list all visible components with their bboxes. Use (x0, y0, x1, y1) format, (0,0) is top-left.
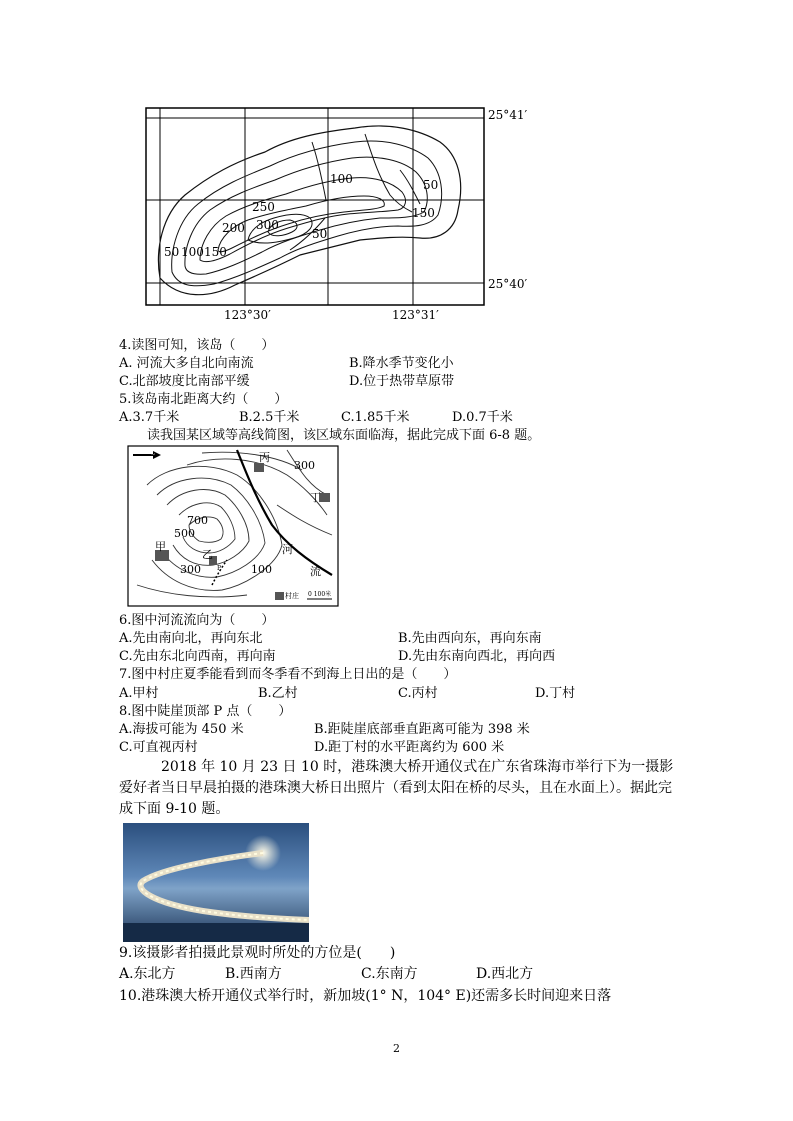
contour-label-150-right: 150 (412, 206, 435, 220)
question-8-option-b: B.距陡崖底部垂直距离可能为 398 米 (314, 722, 530, 737)
contour-label-50-mid: 50 (312, 227, 328, 241)
instruction-6-8: 读我国某区域等高线简图，该区域东面临海，据此完成下面 6-8 题。 (147, 428, 541, 443)
latitude-label-top: 25°41′ (488, 108, 528, 122)
question-4-option-d: D.位于热带草原带 (349, 374, 455, 389)
contour-label-200: 200 (222, 221, 245, 235)
question-4-option-a: A. 河流大多自北向南流 (119, 356, 254, 371)
contour-label-700: 700 (187, 514, 208, 527)
contour-label-500: 500 (174, 527, 195, 540)
question-9-stem: 9.该摄影者拍摄此景观时所处的方位是( ) (119, 945, 396, 961)
question-8-stem: 8.图中陡崖顶部 P 点（ ） (119, 704, 292, 719)
contour-label-50-left: 50 (164, 245, 180, 259)
north-label: 北 (149, 449, 156, 456)
latitude-label-bottom: 25°40′ (488, 277, 528, 291)
question-6-stem: 6.图中河流流向为（ ） (119, 613, 275, 628)
contour-label-100: 100 (251, 563, 272, 576)
question-5-stem: 5.该岛南北距离大约（ ） (119, 392, 288, 407)
question-9-option-a: A.东北方 (119, 966, 176, 982)
village-jia-label: 甲 (155, 540, 166, 553)
question-6-option-a: A.先由南向北，再向东北 (119, 631, 263, 646)
legend-village-label: 村庄 (285, 592, 299, 600)
question-7-option-a: A.甲村 (119, 686, 159, 701)
question-7-option-c: C.丙村 (398, 686, 438, 701)
question-9-option-c: C.东南方 (361, 966, 418, 982)
contour-label-300-bottom: 300 (180, 563, 201, 576)
river-label-liu: 流 (310, 565, 321, 578)
question-5-option-c: C.1.85千米 (341, 410, 410, 425)
question-7-stem: 7.图中村庄夏季能看到而冬季看不到海上日出的是（ ） (119, 667, 457, 682)
question-4-option-b: B.降水季节变化小 (349, 356, 454, 371)
question-9-option-d: D.西北方 (476, 966, 534, 982)
region-contour-map (127, 445, 339, 607)
bridge-sunrise-photo (123, 823, 309, 942)
question-6-option-b: B.先由西向东，再向东南 (398, 631, 542, 646)
village-bing-label: 丙 (259, 451, 270, 464)
contour-label-300: 300 (256, 218, 279, 232)
river-label-he: 河 (282, 543, 293, 556)
question-5-option-a: A.3.7千米 (119, 410, 180, 425)
contour-label-150-left: 150 (204, 245, 227, 259)
question-8-option-c: C.可直视丙村 (119, 740, 198, 755)
question-9-option-b: B.西南方 (225, 966, 282, 982)
question-8-option-a: A.海拔可能为 450 米 (119, 722, 244, 737)
point-p-label: P (217, 565, 222, 572)
question-6-option-c: C.先由东北向西南，再向南 (119, 649, 276, 664)
contour-label-100-left: 100 (181, 245, 204, 259)
village-yi-label: 乙 (202, 548, 213, 561)
question-5-option-d: D.0.7千米 (452, 410, 513, 425)
question-7-option-b: B.乙村 (258, 686, 298, 701)
village-ding-label: 丁 (310, 491, 321, 504)
contour-label-50-right: 50 (423, 178, 439, 192)
question-5-option-b: B.2.5千米 (239, 410, 300, 425)
island-map-graphic (140, 100, 560, 330)
contour-label-300-top: 300 (294, 459, 315, 472)
contour-label-100-top: 100 (330, 172, 353, 186)
question-6-option-d: D.先由东南向西北，再向西 (398, 649, 556, 664)
question-4-stem: 4.读图可知，该岛（ ） (119, 338, 275, 353)
question-4-option-c: C.北部坡度比南部平缓 (119, 374, 250, 389)
contour-label-250: 250 (252, 200, 275, 214)
question-7-option-d: D.丁村 (535, 686, 576, 701)
question-8-option-d: D.距丁村的水平距离约为 600 米 (314, 740, 505, 755)
page-number: 2 (393, 1042, 400, 1055)
longitude-label-left: 123°30′ (224, 308, 271, 322)
question-10-stem: 10.港珠澳大桥开通仪式举行时，新加坡(1° N，104° E)还需多长时间迎来日落 (119, 988, 612, 1004)
longitude-label-right: 123°31′ (392, 308, 439, 322)
island-contour-map (140, 100, 560, 330)
instruction-9-10: 2018 年 10 月 23 日 10 时，港珠澳大桥开通仪式在广东省珠海市举行下为一摄影爱好者当日早晨拍摄的港珠澳大桥日出照片（看到太阳在桥的尽头，且在水面上）。据此完成下面 9-10 题。 (119, 759, 674, 817)
legend-scale-label: 0 100米 (308, 591, 332, 598)
